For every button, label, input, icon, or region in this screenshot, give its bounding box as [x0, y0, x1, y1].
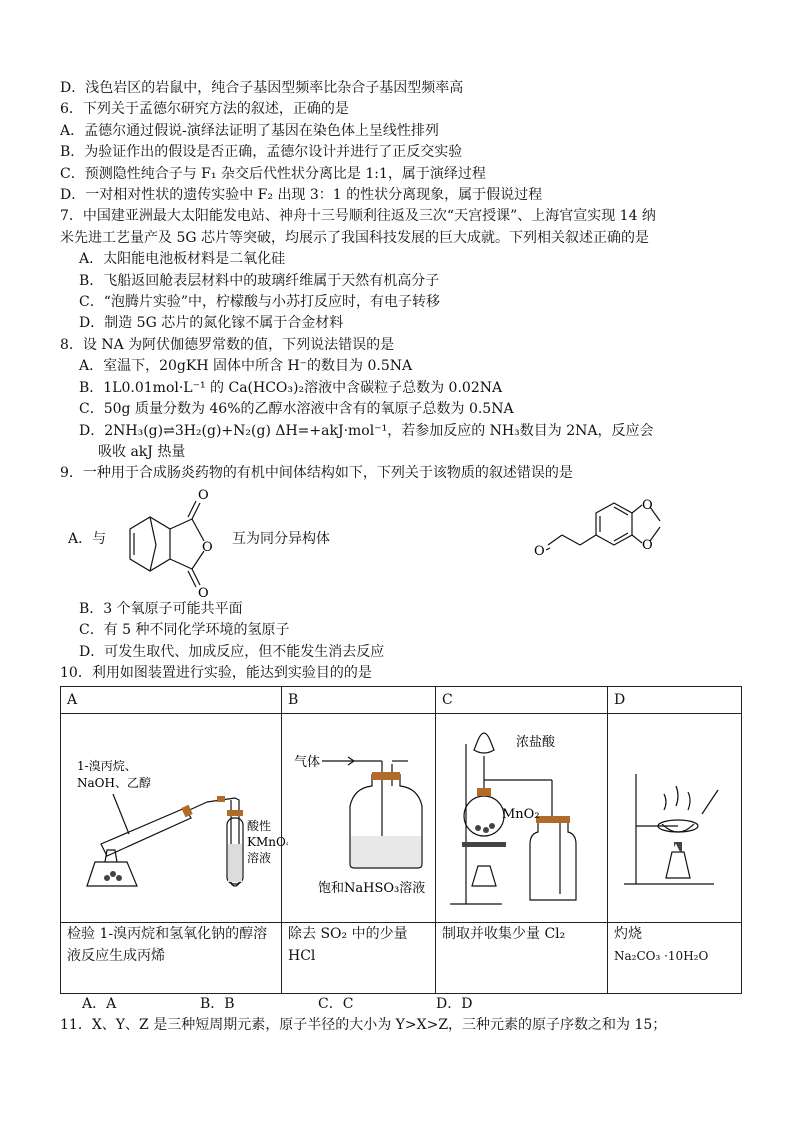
table-header-c: C [436, 687, 608, 714]
q10-options [60, 994, 750, 1015]
q6-option-c: C．预测隐性纯合子与 F₁ 杂交后代性状分离比是 1:1，属于演绎过程 [60, 165, 486, 182]
q6-option-b: B．为验证作出的假设是否正确，孟德尔设计并进行了正反交实验 [60, 144, 463, 161]
q9-structures [60, 489, 750, 599]
apparatus-a-reagent-line1: 1-溴丙烷、 [77, 759, 137, 774]
apparatus-a-cell [61, 714, 288, 922]
q8-option-b: B．1L0.01mol·L⁻¹ 的 Ca(HCO₃)₂溶液中含碳粒子总数为 0.02NA [79, 379, 503, 396]
apparatus-b-diagram [288, 714, 442, 914]
apparatus-a-side-line3: 溶液 [247, 851, 272, 866]
apparatus-a-side-line2: KMnO₄ [247, 835, 288, 850]
caption-b-line1: 除去 SO₂ 中的少量 [288, 925, 408, 942]
apparatus-a-reagent-line2: NaOH、乙醇 [77, 776, 151, 791]
q6-option-d: D．一对相对性状的遗传实验中 F₂ 出现 3：1 的性状分离现象，属于假说过程 [60, 187, 543, 204]
q10-option-d: D．D [436, 995, 473, 1012]
q7-stem-line1: 7．中国建亚洲最大太阳能发电站、神舟十三号顺利往返及三次“天宫授课”、上海官宣实现 14 纳 [60, 208, 656, 225]
caption-d-line2: Na₂CO₃ ·10H₂O [614, 948, 709, 963]
exam-page [60, 78, 750, 1037]
q8-option-d-line1: D．2NH₃(g)⇌3H₂(g)+N₂(g) ΔH=+akJ·mol⁻¹，若参加反应的 NH₃数目为 2NA，反应会 [79, 422, 654, 439]
burner-flame-icon: ▲ [672, 842, 680, 854]
dioxole-oxygen-top: O [642, 497, 653, 513]
apparatus-b-solution-label: 饱和NaHSO₃溶液 [318, 881, 426, 897]
q7-option-b: B．飞船返回舱表层材料中的玻璃纤维属于天然有机高分子 [79, 272, 440, 289]
table-header-b: B [282, 687, 436, 714]
q10-apparatus-table [60, 686, 742, 993]
q9-option-d: D．可发生取代、加成反应，但不能发生消去反应 [79, 643, 385, 660]
table-header-d: D [608, 687, 742, 714]
q9-option-b: B．3 个氧原子可能共平面 [79, 600, 243, 617]
caption-a: 检验 1-溴丙烷和氢氧化钠的醇溶液反应生成丙烯 [61, 922, 282, 993]
apparatus-c-diagram [442, 714, 614, 914]
caption-b [282, 922, 436, 993]
q10-option-c: C．C [318, 995, 354, 1012]
q10-option-b: B．B [200, 995, 235, 1012]
q7-option-a: A．太阳能电池板材料是二氧化硅 [79, 251, 286, 268]
q7-option-c: C．“泡腾片实验”中，柠檬酸与小苏打反应时，有电子转移 [79, 294, 441, 311]
q10-option-a: A．A [82, 995, 117, 1012]
anhydride-oxygen-ring: O [202, 539, 213, 555]
q7-stem-line2: 米先进工艺量产及 5G 芯片等突破，均展示了我国科技发展的巨大成就。下列相关叙述正确的是 [60, 229, 649, 246]
q8-stem: 8．设 NA 为阿伏伽德罗常数的值，下列说法错误的是 [60, 336, 395, 353]
q11-stem: 11．X、Y、Z 是三种短周期元素，原子半径的大小为 Y>X>Z，三种元素的原子序数之和为 15； [60, 1017, 667, 1034]
q8-option-d-line2: 吸收 akJ 热量 [98, 443, 186, 460]
caption-c: 制取并收集少量 Cl₂ [436, 922, 608, 993]
apparatus-c-acid-label: 浓盐酸 [516, 735, 556, 751]
q5-option-d: D．浅色岩区的岩鼠中，纯合子基因型频率比杂合子基因型频率高 [60, 80, 464, 96]
caption-b-line2: HCl [288, 947, 316, 964]
caption-d-line1: 灼烧 [614, 925, 642, 942]
anhydride-structure [116, 489, 236, 599]
apparatus-b-cell [282, 714, 436, 922]
apparatus-c-cell [436, 714, 608, 922]
q6-stem: 6．下列关于孟德尔研究方法的叙述，正确的是 [60, 101, 349, 118]
anhydride-oxygen-top: O [198, 488, 209, 503]
intermediate-structure [526, 483, 676, 583]
q6-option-a: A．孟德尔通过假说-演绎法证明了基因在染色体上呈线性排列 [60, 122, 439, 139]
aldehyde-oxygen: O [534, 543, 545, 559]
apparatus-a-diagram [67, 714, 288, 914]
q8-option-a: A．室温下，20gKH 固体中所含 H⁻的数目为 0.5NA [79, 358, 413, 375]
caption-d [608, 922, 742, 993]
q10-stem: 10．利用如图装置进行实验，能达到实验目的的是 [60, 664, 372, 681]
apparatus-d-diagram [614, 714, 748, 914]
q7-option-d: D．制造 5G 芯片的氮化镓不属于合金材料 [79, 315, 344, 332]
anhydride-oxygen-bottom: O [198, 585, 209, 599]
q9-option-a-prefix: A．与 [68, 530, 107, 547]
dioxole-oxygen-bottom: O [642, 537, 653, 553]
q9-option-a-suffix: 互为同分异构体 [232, 530, 330, 547]
apparatus-b-gas-label: 气体 [294, 755, 321, 771]
q9-option-c: C．有 5 种不同化学环境的氢原子 [79, 622, 290, 639]
table-header-a: A [61, 687, 282, 714]
apparatus-a-side-line1: 酸性 [247, 819, 272, 834]
apparatus-c-solid-label: MnO₂ [502, 807, 540, 823]
q9-stem: 9．一种用于合成肠炎药物的有机中间体结构如下，下列关于该物质的叙述错误的是 [60, 465, 573, 482]
q8-option-c: C．50g 质量分数为 46%的乙醇水溶液中含有的氧原子总数为 0.5NA [79, 401, 514, 418]
apparatus-d-cell [608, 714, 742, 922]
